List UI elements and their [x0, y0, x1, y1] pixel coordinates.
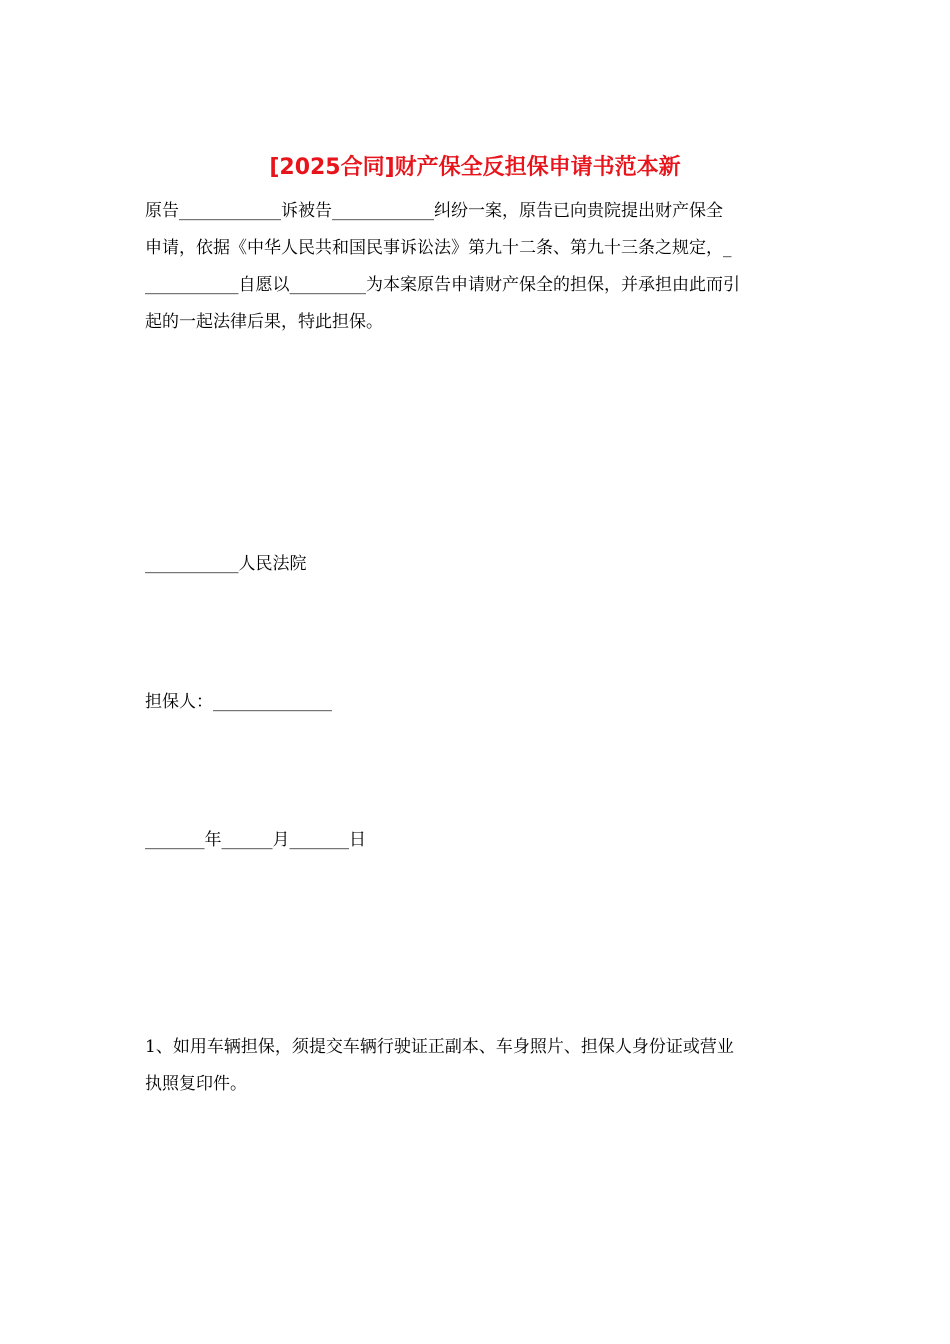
paragraph-line: 1、如用车辆担保，须提交车辆行驶证正副本、车身照片、担保人身份证或营业: [145, 1037, 734, 1057]
paragraph-line: 原告____________诉被告____________纠纷一案，原告已向贵院提出财产保全: [145, 201, 723, 221]
vehicle-note-paragraph: [145, 1029, 810, 1103]
guarantor-signature-line: 担保人：______________: [145, 692, 332, 712]
date-line: _______年______月_______日: [145, 830, 366, 850]
paragraph-line: 申请，依据《中华人民共和国民事诉讼法》第九十二条、第九十三条之规定，_: [145, 238, 732, 258]
paragraph-line: ___________自愿以_________为本案原告申请财产保全的担保，并承担由此而引: [145, 275, 740, 295]
application-paragraph: [145, 193, 810, 341]
court-line: ___________人民法院: [145, 554, 307, 574]
paragraph-line: 起的一起法律后果，特此担保。: [145, 312, 383, 332]
document-title: [2025合同]财产保全反担保申请书范本新: [269, 155, 681, 180]
paragraph-line: 执照复印件。: [145, 1074, 247, 1094]
